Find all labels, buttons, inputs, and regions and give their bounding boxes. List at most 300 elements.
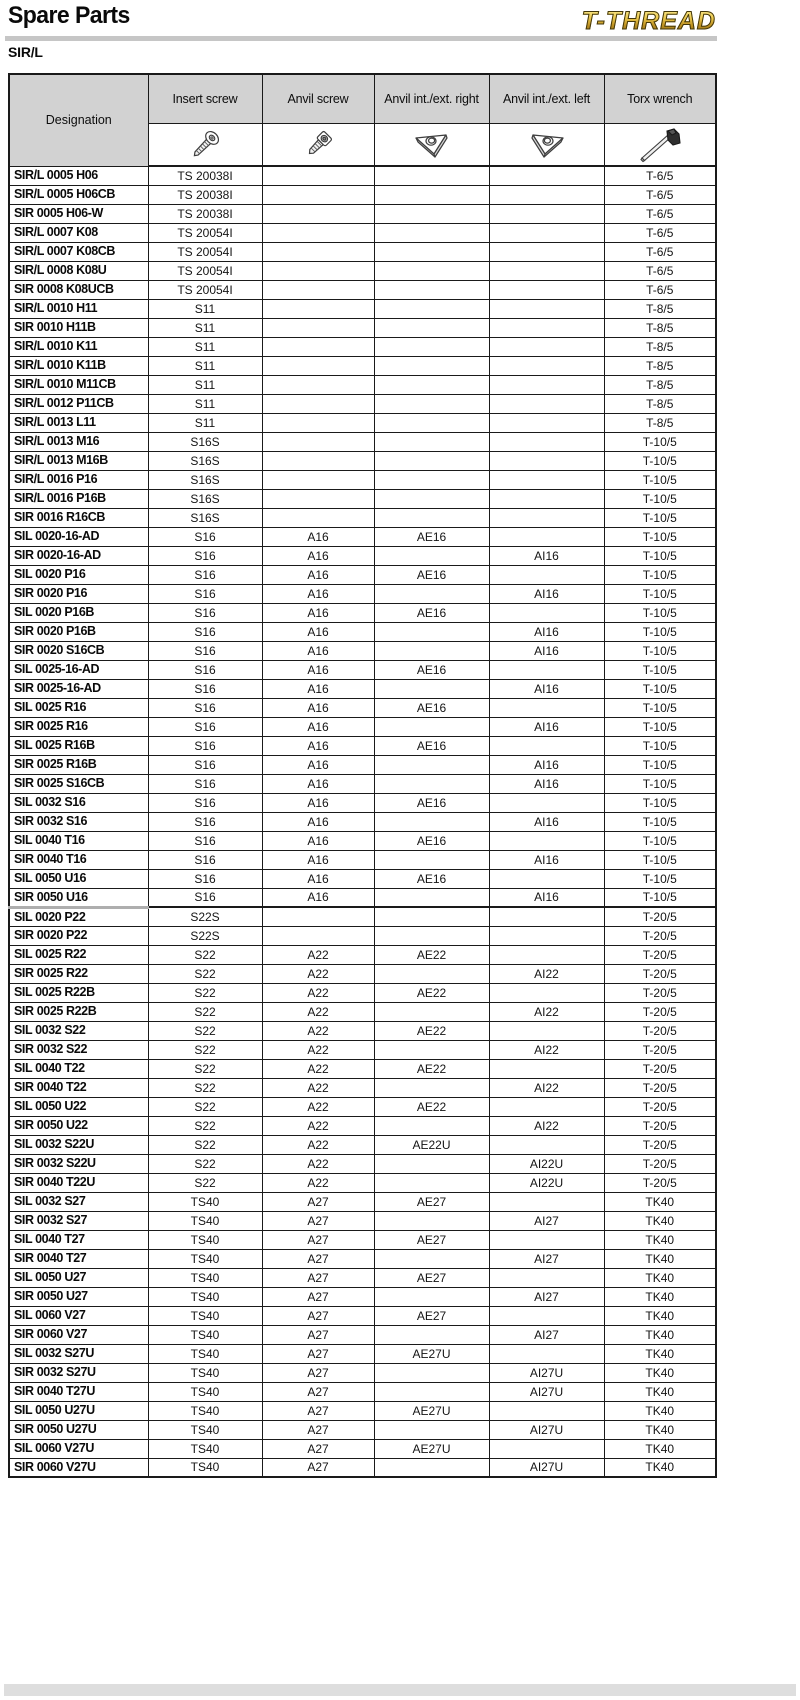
cell-torx-wrench: T-8/5	[604, 337, 716, 356]
cell-torx-wrench: T-10/5	[604, 888, 716, 907]
cell-anvil-left	[489, 375, 604, 394]
cell-torx-wrench: T-6/5	[604, 223, 716, 242]
table-row	[9, 964, 716, 983]
cell-designation: SIL 0025 R16B	[9, 736, 148, 755]
cell-designation: SIR/L 0010 M11CB	[9, 375, 148, 394]
table-row	[9, 698, 716, 717]
cell-anvil-screw: A27	[262, 1249, 374, 1268]
cell-designation: SIR 0025 R16B	[9, 755, 148, 774]
cell-anvil-screw	[262, 489, 374, 508]
cell-designation: SIR/L 0005 H06	[9, 166, 148, 185]
anvil-insert-right-icon	[402, 126, 462, 164]
table-row	[9, 527, 716, 546]
cell-anvil-screw: A16	[262, 698, 374, 717]
cell-anvil-right	[374, 242, 489, 261]
table-row	[9, 603, 716, 622]
cell-torx-wrench: T-20/5	[604, 1021, 716, 1040]
cell-designation: SIL 0032 S22U	[9, 1135, 148, 1154]
table-row	[9, 451, 716, 470]
table-row	[9, 204, 716, 223]
cell-anvil-screw: A16	[262, 527, 374, 546]
cell-torx-wrench: T-20/5	[604, 1173, 716, 1192]
cell-anvil-screw	[262, 242, 374, 261]
table-row	[9, 717, 716, 736]
table-row	[9, 1097, 716, 1116]
cell-torx-wrench: TK40	[604, 1458, 716, 1477]
cell-anvil-left	[489, 1306, 604, 1325]
cell-anvil-screw	[262, 204, 374, 223]
cell-torx-wrench: TK40	[604, 1306, 716, 1325]
cell-anvil-left: AI27U	[489, 1420, 604, 1439]
table-row	[9, 584, 716, 603]
cell-insert-screw: S22	[148, 1116, 262, 1135]
table-row	[9, 1401, 716, 1420]
cell-anvil-left	[489, 1344, 604, 1363]
cell-anvil-right	[374, 1325, 489, 1344]
cell-anvil-left: AI22	[489, 1078, 604, 1097]
table-row	[9, 755, 716, 774]
cell-anvil-screw: A16	[262, 869, 374, 888]
cell-anvil-screw: A16	[262, 660, 374, 679]
cell-anvil-left: AI16	[489, 546, 604, 565]
cell-anvil-screw: A22	[262, 1097, 374, 1116]
table-row	[9, 641, 716, 660]
cell-insert-screw: TS 20054I	[148, 223, 262, 242]
table-row	[9, 888, 716, 907]
cell-torx-wrench: T-10/5	[604, 869, 716, 888]
cell-anvil-screw: A22	[262, 945, 374, 964]
table-row	[9, 166, 716, 185]
table-row	[9, 1325, 716, 1344]
cell-insert-screw: TS 20054I	[148, 280, 262, 299]
cell-designation: SIL 0020-16-AD	[9, 527, 148, 546]
cell-anvil-left: AI27U	[489, 1363, 604, 1382]
cell-torx-wrench: T-8/5	[604, 318, 716, 337]
cell-anvil-screw: A16	[262, 755, 374, 774]
cell-torx-wrench: TK40	[604, 1287, 716, 1306]
cell-designation: SIL 0060 V27	[9, 1306, 148, 1325]
cell-anvil-screw: A27	[262, 1382, 374, 1401]
cell-anvil-right: AE16	[374, 660, 489, 679]
cell-anvil-right	[374, 1382, 489, 1401]
cell-insert-screw: S16	[148, 660, 262, 679]
cell-designation: SIR 0020 P22	[9, 926, 148, 945]
cell-insert-screw: S11	[148, 318, 262, 337]
cell-insert-screw: S16	[148, 565, 262, 584]
cell-designation: SIR 0020 P16	[9, 584, 148, 603]
cell-insert-screw: S22	[148, 1173, 262, 1192]
cell-designation: SIR 0010 H11B	[9, 318, 148, 337]
table-row	[9, 1002, 716, 1021]
cell-torx-wrench: T-10/5	[604, 527, 716, 546]
cell-insert-screw: S11	[148, 413, 262, 432]
cell-anvil-screw: A22	[262, 1002, 374, 1021]
table-row	[9, 831, 716, 850]
table-row	[9, 1059, 716, 1078]
cell-anvil-left	[489, 698, 604, 717]
cell-anvil-right: AE27	[374, 1306, 489, 1325]
cell-anvil-left	[489, 166, 604, 185]
cell-designation: SIR 0060 V27U	[9, 1458, 148, 1477]
cell-anvil-right	[374, 812, 489, 831]
cell-anvil-left	[489, 432, 604, 451]
cell-insert-screw: TS40	[148, 1249, 262, 1268]
cell-anvil-left	[489, 1230, 604, 1249]
cell-anvil-right: AE22	[374, 945, 489, 964]
anvil-insert-right-icon-cell	[374, 124, 489, 167]
cell-insert-screw: S16	[148, 622, 262, 641]
cell-insert-screw: S11	[148, 299, 262, 318]
cell-anvil-screw	[262, 470, 374, 489]
cell-anvil-left	[489, 1192, 604, 1211]
cell-anvil-right	[374, 318, 489, 337]
cell-designation: SIL 0032 S16	[9, 793, 148, 812]
cell-anvil-right	[374, 679, 489, 698]
table-row	[9, 774, 716, 793]
cell-designation: SIR 0032 S22U	[9, 1154, 148, 1173]
cell-designation: SIL 0025 R22	[9, 945, 148, 964]
cell-anvil-left	[489, 318, 604, 337]
cell-anvil-right	[374, 1249, 489, 1268]
cell-anvil-right: AE27U	[374, 1439, 489, 1458]
cell-anvil-right	[374, 356, 489, 375]
table-row	[9, 565, 716, 584]
cell-insert-screw: TS40	[148, 1192, 262, 1211]
cell-torx-wrench: T-8/5	[604, 356, 716, 375]
cell-designation: SIR 0060 V27	[9, 1325, 148, 1344]
table-row	[9, 356, 716, 375]
cell-insert-screw: TS40	[148, 1230, 262, 1249]
cell-anvil-right	[374, 1002, 489, 1021]
table-row	[9, 660, 716, 679]
table-row	[9, 1363, 716, 1382]
t-thread-brand-logo: T-THREAD	[581, 7, 716, 35]
cell-anvil-right	[374, 1420, 489, 1439]
cell-anvil-left	[489, 983, 604, 1002]
cell-insert-screw: TS 20038I	[148, 204, 262, 223]
cell-designation: SIR 0032 S27U	[9, 1363, 148, 1382]
cell-designation: SIL 0040 T27	[9, 1230, 148, 1249]
cell-anvil-right	[374, 375, 489, 394]
cell-torx-wrench: TK40	[604, 1211, 716, 1230]
cell-designation: SIR 0020 S16CB	[9, 641, 148, 660]
cell-anvil-left: AI22	[489, 964, 604, 983]
cell-insert-screw: TS 20054I	[148, 242, 262, 261]
cell-torx-wrench: T-10/5	[604, 850, 716, 869]
cell-designation: SIR 0020-16-AD	[9, 546, 148, 565]
cell-anvil-right: AE22	[374, 983, 489, 1002]
cell-anvil-right: AE16	[374, 831, 489, 850]
cell-anvil-left: AI22	[489, 1002, 604, 1021]
cell-anvil-screw	[262, 432, 374, 451]
cell-torx-wrench: T-10/5	[604, 451, 716, 470]
cell-designation: SIR 0025 R22	[9, 964, 148, 983]
cell-anvil-screw: A16	[262, 679, 374, 698]
cell-torx-wrench: T-20/5	[604, 1078, 716, 1097]
table-row	[9, 1192, 716, 1211]
cell-anvil-left	[489, 413, 604, 432]
cell-torx-wrench: T-10/5	[604, 508, 716, 527]
cell-torx-wrench: TK40	[604, 1420, 716, 1439]
table-row	[9, 1420, 716, 1439]
cell-anvil-screw	[262, 337, 374, 356]
cell-anvil-left	[489, 489, 604, 508]
cell-anvil-screw: A27	[262, 1363, 374, 1382]
cell-anvil-right	[374, 1040, 489, 1059]
column-header-anvil-screw: Anvil screw	[262, 74, 374, 124]
cell-anvil-left	[489, 793, 604, 812]
page-footer-bar	[4, 1684, 796, 1696]
cell-designation: SIR 0025 S16CB	[9, 774, 148, 793]
cell-designation: SIR/L 0010 K11B	[9, 356, 148, 375]
cell-anvil-right	[374, 508, 489, 527]
cell-torx-wrench: T-8/5	[604, 413, 716, 432]
cell-anvil-left	[489, 356, 604, 375]
cell-anvil-screw: A22	[262, 1040, 374, 1059]
cell-designation: SIR/L 0010 H11	[9, 299, 148, 318]
cell-anvil-screw: A27	[262, 1401, 374, 1420]
cell-anvil-left	[489, 736, 604, 755]
cell-designation: SIR 0040 T22	[9, 1078, 148, 1097]
cell-designation: SIR/L 0016 P16B	[9, 489, 148, 508]
cell-insert-screw: TS40	[148, 1401, 262, 1420]
table-row	[9, 1154, 716, 1173]
cell-insert-screw: S22	[148, 964, 262, 983]
table-row	[9, 1249, 716, 1268]
cell-anvil-screw: A16	[262, 717, 374, 736]
cell-anvil-right	[374, 1173, 489, 1192]
cell-anvil-right	[374, 280, 489, 299]
cell-designation: SIL 0050 U27	[9, 1268, 148, 1287]
cell-insert-screw: S22	[148, 1078, 262, 1097]
cell-anvil-left: AI27	[489, 1287, 604, 1306]
cell-anvil-left	[489, 223, 604, 242]
table-row	[9, 945, 716, 964]
cell-anvil-right	[374, 299, 489, 318]
cell-anvil-right	[374, 1154, 489, 1173]
anvil-screw-icon-cell	[262, 124, 374, 167]
cell-insert-screw: TS40	[148, 1268, 262, 1287]
cell-anvil-screw: A16	[262, 850, 374, 869]
cell-torx-wrench: T-10/5	[604, 831, 716, 850]
cell-anvil-left	[489, 926, 604, 945]
cell-anvil-screw	[262, 907, 374, 926]
cell-anvil-right	[374, 413, 489, 432]
cell-anvil-left: AI16	[489, 679, 604, 698]
cell-anvil-screw: A16	[262, 888, 374, 907]
cell-torx-wrench: T-10/5	[604, 603, 716, 622]
cell-designation: SIR 0016 R16CB	[9, 508, 148, 527]
cell-anvil-screw: A27	[262, 1420, 374, 1439]
cell-anvil-screw: A16	[262, 603, 374, 622]
cell-designation: SIR 0050 U22	[9, 1116, 148, 1135]
cell-anvil-left	[489, 1439, 604, 1458]
cell-torx-wrench: T-6/5	[604, 280, 716, 299]
cell-anvil-right	[374, 1211, 489, 1230]
table-row	[9, 679, 716, 698]
cell-anvil-screw	[262, 451, 374, 470]
cell-anvil-left	[489, 470, 604, 489]
cell-anvil-left	[489, 1097, 604, 1116]
cell-anvil-left	[489, 451, 604, 470]
cell-insert-screw: S16	[148, 831, 262, 850]
cell-anvil-right	[374, 964, 489, 983]
cell-designation: SIR/L 0008 K08U	[9, 261, 148, 280]
cell-anvil-left	[489, 204, 604, 223]
cell-torx-wrench: T-20/5	[604, 1154, 716, 1173]
cell-anvil-screw: A22	[262, 1135, 374, 1154]
cell-designation: SIL 0040 T22	[9, 1059, 148, 1078]
cell-designation: SIL 0020 P22	[9, 907, 148, 926]
cell-anvil-left: AI16	[489, 622, 604, 641]
cell-designation: SIR/L 0013 M16	[9, 432, 148, 451]
table-row	[9, 242, 716, 261]
cell-designation: SIL 0020 P16	[9, 565, 148, 584]
cell-insert-screw: S22	[148, 945, 262, 964]
cell-torx-wrench: T-10/5	[604, 793, 716, 812]
cell-anvil-left: AI22U	[489, 1154, 604, 1173]
cell-torx-wrench: T-20/5	[604, 1097, 716, 1116]
cell-anvil-right: AE16	[374, 698, 489, 717]
cell-insert-screw: S11	[148, 356, 262, 375]
cell-designation: SIL 0050 U16	[9, 869, 148, 888]
cell-torx-wrench: T-20/5	[604, 1116, 716, 1135]
cell-insert-screw: S16	[148, 584, 262, 603]
cell-anvil-right	[374, 261, 489, 280]
table-row	[9, 280, 716, 299]
cell-torx-wrench: T-10/5	[604, 546, 716, 565]
cell-designation: SIL 0060 V27U	[9, 1439, 148, 1458]
spare-parts-table-body	[9, 166, 716, 1477]
cell-anvil-left: AI22	[489, 1040, 604, 1059]
column-header-torx-wrench: Torx wrench	[604, 74, 716, 124]
cell-insert-screw: TS40	[148, 1439, 262, 1458]
header-rule	[5, 36, 717, 41]
cell-insert-screw: S22	[148, 1002, 262, 1021]
cell-anvil-left	[489, 1059, 604, 1078]
cell-insert-screw: S16	[148, 679, 262, 698]
table-row	[9, 1268, 716, 1287]
cell-anvil-screw	[262, 394, 374, 413]
cell-anvil-right: AE16	[374, 736, 489, 755]
table-row	[9, 793, 716, 812]
cell-torx-wrench: T-10/5	[604, 812, 716, 831]
cell-anvil-left: AI16	[489, 717, 604, 736]
table-row	[9, 812, 716, 831]
cell-torx-wrench: T-10/5	[604, 470, 716, 489]
cell-anvil-left	[489, 1135, 604, 1154]
column-header-insert-screw: Insert screw	[148, 74, 262, 124]
cell-torx-wrench: T-8/5	[604, 299, 716, 318]
cell-torx-wrench: T-20/5	[604, 1040, 716, 1059]
cell-anvil-right	[374, 337, 489, 356]
cell-torx-wrench: T-10/5	[604, 565, 716, 584]
table-row	[9, 375, 716, 394]
cell-anvil-screw	[262, 375, 374, 394]
cell-anvil-screw: A27	[262, 1344, 374, 1363]
cell-anvil-screw: A27	[262, 1325, 374, 1344]
cell-anvil-left	[489, 261, 604, 280]
cell-designation: SIL 0050 U22	[9, 1097, 148, 1116]
cell-anvil-right	[374, 774, 489, 793]
insert-screw-icon-cell	[148, 124, 262, 167]
table-row	[9, 1458, 716, 1477]
cell-designation: SIL 0032 S22	[9, 1021, 148, 1040]
cell-torx-wrench: T-20/5	[604, 945, 716, 964]
cell-insert-screw: TS 20038I	[148, 185, 262, 204]
cell-anvil-right	[374, 1116, 489, 1135]
cell-designation: SIL 0040 T16	[9, 831, 148, 850]
cell-torx-wrench: T-8/5	[604, 375, 716, 394]
cell-anvil-right	[374, 622, 489, 641]
cell-anvil-right: AE16	[374, 869, 489, 888]
table-row	[9, 1344, 716, 1363]
cell-anvil-screw: A27	[262, 1287, 374, 1306]
cell-designation: SIR 0050 U16	[9, 888, 148, 907]
cell-anvil-right	[374, 926, 489, 945]
cell-insert-screw: S16	[148, 774, 262, 793]
page-subtitle: SIR/L	[8, 44, 43, 60]
cell-insert-screw: S16	[148, 888, 262, 907]
cell-designation: SIR/L 0005 H06CB	[9, 185, 148, 204]
cell-insert-screw: S22	[148, 1021, 262, 1040]
cell-designation: SIL 0050 U27U	[9, 1401, 148, 1420]
cell-anvil-left	[489, 280, 604, 299]
cell-anvil-right	[374, 546, 489, 565]
cell-anvil-right	[374, 223, 489, 242]
cell-torx-wrench: T-6/5	[604, 204, 716, 223]
cell-anvil-left	[489, 945, 604, 964]
table-row	[9, 318, 716, 337]
torx-wrench-icon-cell	[604, 124, 716, 167]
cell-insert-screw: S22	[148, 983, 262, 1002]
cell-insert-screw: S16S	[148, 489, 262, 508]
cell-designation: SIR/L 0013 M16B	[9, 451, 148, 470]
cell-designation: SIR 0050 U27	[9, 1287, 148, 1306]
cell-anvil-right: AE22U	[374, 1135, 489, 1154]
cell-insert-screw: S16	[148, 850, 262, 869]
cell-anvil-right	[374, 432, 489, 451]
table-row	[9, 983, 716, 1002]
cell-anvil-left: AI27	[489, 1249, 604, 1268]
cell-insert-screw: S16S	[148, 470, 262, 489]
cell-anvil-screw: A22	[262, 1116, 374, 1135]
cell-anvil-screw: A16	[262, 546, 374, 565]
cell-torx-wrench: TK40	[604, 1401, 716, 1420]
cell-anvil-right: AE27	[374, 1192, 489, 1211]
table-row	[9, 850, 716, 869]
cell-designation: SIR 0020 P16B	[9, 622, 148, 641]
torx-wrench-icon	[630, 126, 690, 164]
cell-anvil-right	[374, 489, 489, 508]
cell-anvil-left	[489, 1021, 604, 1040]
cell-torx-wrench: TK40	[604, 1363, 716, 1382]
cell-torx-wrench: T-10/5	[604, 660, 716, 679]
cell-anvil-screw: A22	[262, 1154, 374, 1173]
cell-designation: SIR 0032 S16	[9, 812, 148, 831]
cell-anvil-right	[374, 1078, 489, 1097]
table-row	[9, 299, 716, 318]
table-row	[9, 489, 716, 508]
cell-insert-screw: S16	[148, 869, 262, 888]
cell-insert-screw: TS 20054I	[148, 261, 262, 280]
cell-torx-wrench: T-20/5	[604, 926, 716, 945]
cell-torx-wrench: TK40	[604, 1325, 716, 1344]
cell-anvil-right: AE27	[374, 1268, 489, 1287]
cell-anvil-screw: A22	[262, 1173, 374, 1192]
anvil-insert-left-icon	[517, 126, 577, 164]
cell-insert-screw: S16	[148, 546, 262, 565]
